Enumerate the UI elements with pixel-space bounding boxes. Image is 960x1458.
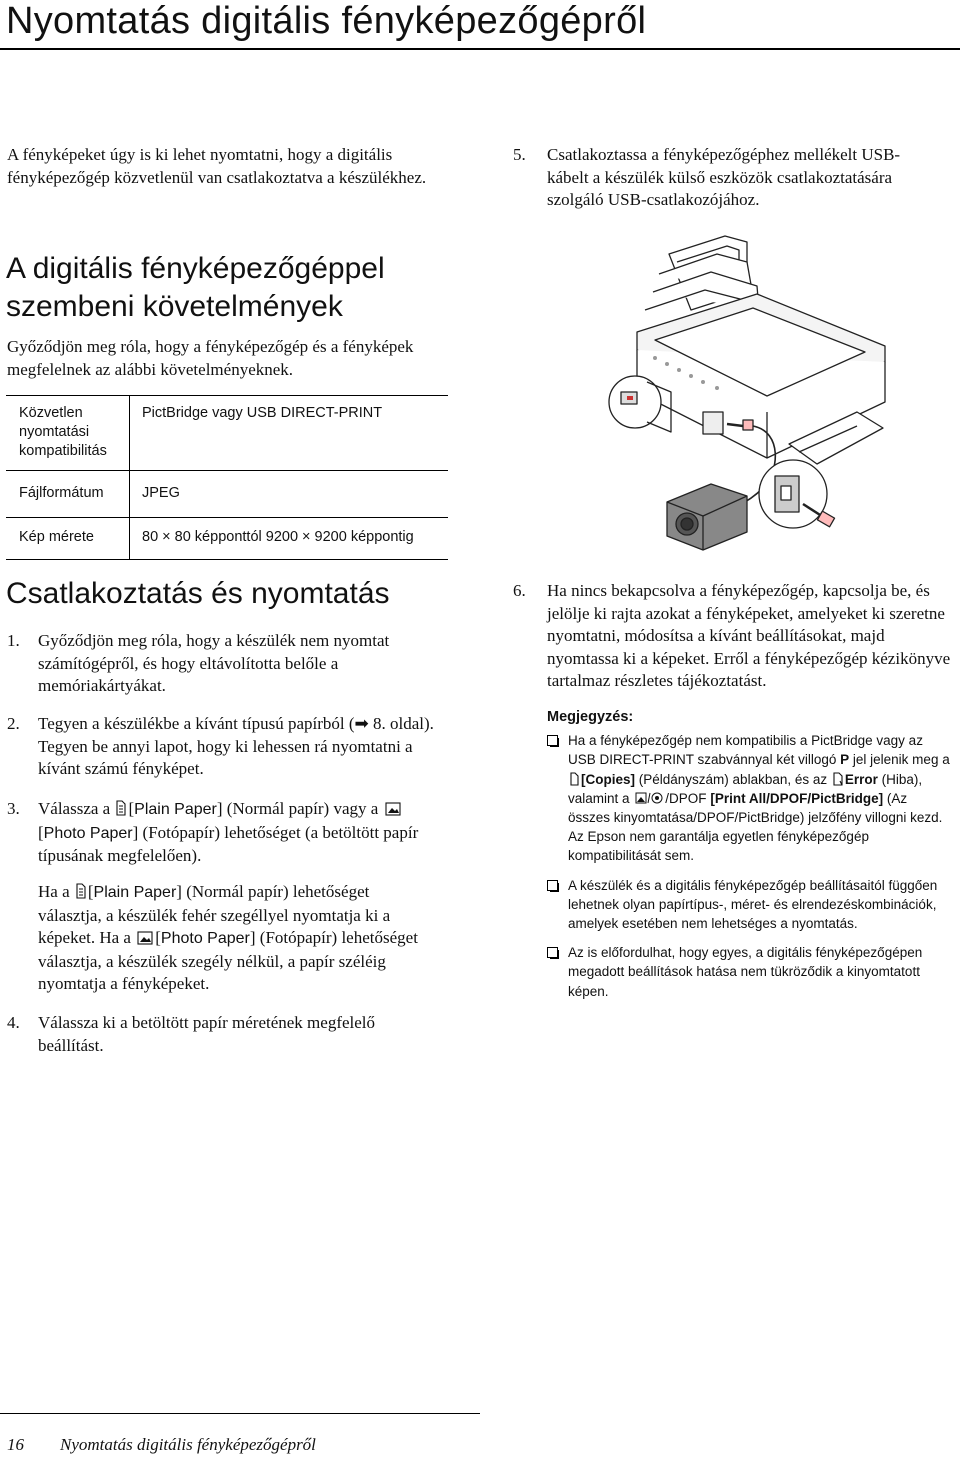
row-label: Fájlformátum [6,471,130,518]
step-text-part: 8. oldal). Tegyen be annyi lapot, hogy ki lehessen rá nyomtatni a kívánt számú fényképet. [38,714,434,778]
row-label: Közvetlen nyomtatási kompatibilitás [6,396,130,471]
plain-paper-label: Plain Paper [134,801,217,818]
photo-paper-label: Photo Paper [43,824,133,842]
note-item [547,731,952,865]
row-value: PictBridge vagy USB DIRECT-PRINT [130,396,449,471]
page-number: 16 [7,1435,24,1454]
step-text: Válassza a [Plain Paper] (Normál papír) vagy a [Photo Paper] (Fotópapír) lehetőséget (a betöltött papír típusának megfelelően). [38,799,419,865]
step-5 [513,144,933,212]
requirements-heading: A digitális fényképezőgéppel szembeni követelmények [6,252,385,323]
copies-icon [570,772,579,786]
footer-rule [0,1413,480,1414]
step-number: 3. [7,799,20,818]
step-text [38,713,437,781]
table-row [6,396,448,471]
step-3-detail [7,881,437,996]
step-text-part: Ha a [38,882,70,901]
error-icon [833,772,843,786]
step-4 [7,1012,437,1057]
photo-paper-icon [385,802,401,816]
checkbox-icon [547,880,558,891]
checkbox-icon [547,947,558,958]
step-text: Győződjön meg róla, hogy a készülék nem nyomtat számítógépről, és hogy eltávolította belőle a memóriakártyákat. [38,631,390,695]
connect-heading: Csatlakoztatás és nyomtatás [6,577,390,610]
intro-paragraph: A fényképeket úgy is ki lehet nyomtatni, hogy a digitális fényképezőgép közvetlenül van csatlakoztatva a készülékhez. [7,145,427,187]
step-text-part: (Normál papír) lehetőséget választja, a készülék fehér szegéllyel nyomtatja ki a képeket. Ha a [38,882,391,947]
note-text: A készülék és a digitális fényképezőgép beállításaitól függően lehetnek olyan papírtípus-, méret- és elrendezéskombinációk, amelyek esetében nem lehetséges a nyomtatás. [568,877,938,932]
error-label: Error [844,771,878,787]
step-2 [7,713,437,781]
photo-paper-icon [137,931,153,945]
note-heading: Megjegyzés: [547,709,634,725]
note-text: (Az összes kinyomtatása/DPOF/PictBridge) jelzőfény villogni kezd. Az Epson nem garantálja egyetlen fényképezőgép kompatibilitását sem. [568,790,943,864]
note-item [547,943,952,1001]
note-text: /DPOF [665,790,707,806]
note-text: Az is előfordulhat, hogy egyes, a digitális fényképezőgépen megadott beállítások hatása nem tükröződik a kinyomtatott képen. [568,945,923,999]
print-all-label: [Print All/DPOF/PictBridge] [710,790,884,806]
row-value: 80 × 80 képponttól 9200 × 9200 képpontig [130,518,449,560]
note-box [547,708,952,1011]
step-3 [7,798,437,868]
plain-paper-icon [116,800,126,816]
photo-paper-label: Photo Paper [160,930,250,947]
copies-label: [Copies] [581,771,635,787]
step-number: 4. [7,1013,20,1032]
step-text: Csatlakoztassa a fényképezőgéphez mellékelt USB-kábelt a készülék külső eszközök csatlakoztatására szolgáló USB-csatlakozójához. [547,145,901,209]
step-number: 2. [7,714,20,733]
printer-camera-illustration [607,232,893,558]
step-text-part: (Fotópapír) lehetőséget (a betöltött papír típusának megfelelően). [38,822,419,865]
step-text: Válassza ki a betöltött papír méretének megfelelő beállítást. [38,1013,376,1055]
note-item [547,876,952,934]
page-title: Nyomtatás digitális fényképezőgépről [6,0,647,42]
page-footer [7,1435,316,1455]
step-text-part: (Normál papír) vagy a [226,799,379,818]
arrow-icon: ➡ [354,714,369,733]
step-text: Ha a [Plain Paper] (Normál papír) lehetőséget választja, a készülék fehér szegéllyel nyomtatja ki a képeket. Ha a [Photo Paper] (Fotópapír) lehetőséget választja, a készülék szegély nélkül, a papír széléig nyomtatja a fényképeket. [38,882,418,993]
step-number: 6. [513,581,526,600]
table-row [6,518,448,560]
step-1 [7,630,437,698]
step-text: Ha nincs bekapcsolva a fényképezőgép, kapcsolja be, és jelölje ki rajta azokat a fényképeket, amelyeket ki szeretne nyomtatni, módosítsa a kívánt beállításokat, majd nyomtassa ki a képeket. Erről a fényképezőgép kézikönyve tartalmaz részletes tájékoztatást. [547,581,951,690]
step-number: 1. [7,631,20,650]
note-text: (Példányszám) ablakban, és az [638,771,828,787]
row-value: JPEG [130,471,449,518]
note-text: jel jelenik meg a [852,752,950,768]
step-number: 5. [513,145,526,164]
step-text-part: (Fotópapír) lehetőséget választja, a készülék szegély nélkül, a papír széléig nyomtatja a fényképeket. [38,928,418,993]
footer-title: Nyomtatás digitális fényképezőgépről [60,1435,316,1454]
requirements-table [6,395,448,560]
print-all-icon [635,791,663,805]
title-rule [0,48,960,50]
table-row [6,471,448,518]
plain-paper-label: Plain Paper [93,884,177,901]
checkbox-icon [547,735,558,746]
p-indicator: P [840,752,850,768]
step-text-part: Tegyen a készülékbe a kívánt típusú papírból ( [38,714,355,733]
requirements-intro: Győződjön meg róla, hogy a fényképezőgép és a fényképek megfelelnek az alábbi követelményeknek. [7,337,414,379]
note-text: (Hiba), valamint a [568,771,923,806]
note-text: Ha a fényképezőgép nem kompatibilis a PictBridge vagy az USB DIRECT-PRINT szabvánnyal két villogó [568,733,923,768]
plain-paper-icon [76,883,86,899]
row-label: Kép mérete [6,518,130,560]
step-6 [513,580,953,693]
step-text-part: Válassza a [38,799,111,818]
